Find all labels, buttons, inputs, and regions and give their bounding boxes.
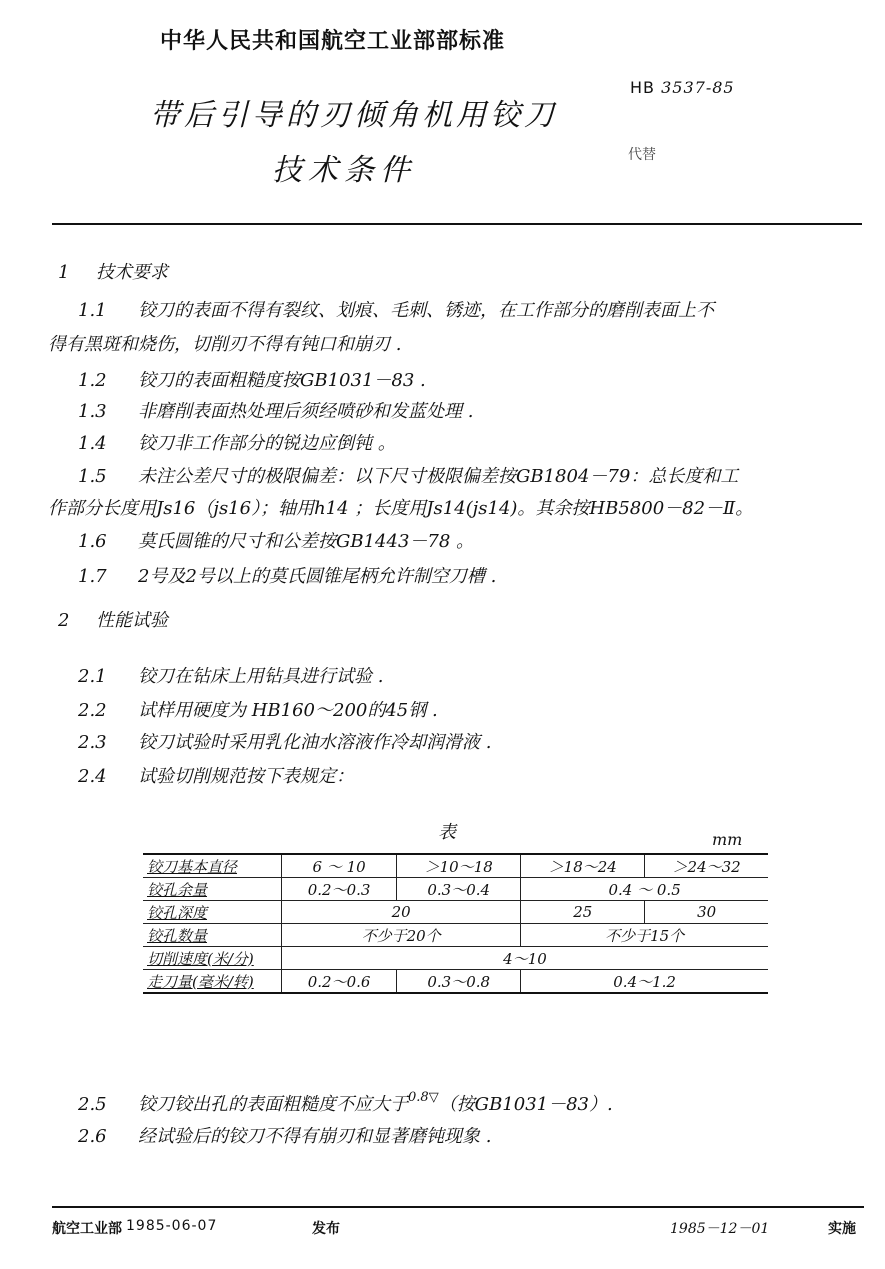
table-unit: mm (712, 830, 743, 849)
table-cell: 不少于15个 (521, 924, 768, 947)
table-row (143, 970, 768, 994)
table-cell: 0.3～0.8 (397, 970, 521, 994)
item-1-5: 1.5 未注公差尺寸的极限偏差：以下尺寸极限偏差按GB1804－79：总长度和工 (78, 466, 739, 487)
item-2-5: 2.5 铰刀铰出孔的表面粗糙度不应大于0.8▽（按GB1031－83）. (78, 1090, 613, 1115)
row-header: 切削速度(米/分) (143, 947, 282, 970)
table-cell: 20 (282, 901, 521, 924)
table-cell: ＞18～24 (521, 854, 645, 878)
row-header: 铰孔深度 (143, 901, 282, 924)
surface-roughness-symbol-icon: 0.8▽ (408, 1090, 439, 1105)
table-cell: 不少于20个 (282, 924, 521, 947)
item-1-1: 1.1 铰刀的表面不得有裂纹、划痕、毛刺、锈迹，在工作部分的磨削表面上不 (78, 300, 714, 321)
footer-divider (52, 1206, 864, 1208)
table-row (143, 947, 768, 970)
table-cell: 6 ～ 10 (282, 854, 397, 878)
footer-effective-date: 1985－12－01 (670, 1221, 770, 1237)
table-cell: 30 (645, 901, 768, 924)
footer-issue-date: 1985-06-07 (126, 1218, 218, 1234)
table-cell: 0.2～0.6 (282, 970, 397, 994)
row-header: 铰孔数量 (143, 924, 282, 947)
table-cell: 0.2～0.3 (282, 878, 397, 901)
row-header: 走刀量(毫米/转) (143, 970, 282, 994)
table-cell: 0.3～0.4 (397, 878, 521, 901)
replaces-label: 代替 (628, 147, 656, 163)
standard-number (630, 78, 735, 97)
item-1-6: 1.6 莫氏圆锥的尺寸和公差按GB1443－78 。 (78, 531, 475, 552)
table-cell: 25 (521, 901, 645, 924)
table-cell: 4～10 (282, 947, 769, 970)
section-1-heading: 1 技术要求 (58, 262, 168, 283)
item-2-3: 2.3 铰刀试验时采用乳化油水溶液作冷却润滑液 . (78, 732, 492, 753)
table-row (143, 924, 768, 947)
standard-code: 3537-85 (661, 78, 735, 97)
section-2-heading: 2 性能试验 (58, 610, 168, 631)
item-2-6: 2.6 经试验后的铰刀不得有崩刃和显著磨钝现象 . (78, 1126, 492, 1147)
standard-prefix: HB (630, 78, 656, 97)
footer-issued-label: 发布 (312, 1221, 340, 1237)
table-cell: 0.4～1.2 (521, 970, 768, 994)
item-1-1-continuation: 得有黑斑和烧伤，切削刃不得有钝口和崩刃 . (48, 334, 402, 355)
item-2-4: 2.4 试验切削规范按下表规定： (78, 766, 354, 787)
row-header: 铰刀基本直径 (143, 854, 282, 878)
table-row (143, 878, 768, 901)
header-divider (52, 223, 862, 225)
footer-issuer: 航空工业部 (52, 1221, 122, 1237)
cutting-spec-table (143, 853, 768, 994)
table-row (143, 901, 768, 924)
table-row (143, 854, 768, 878)
item-1-4: 1.4 铰刀非工作部分的锐边应倒钝 。 (78, 433, 396, 454)
item-1-7: 1.7 2号及2号以上的莫氏圆锥尾柄允许制空刀槽 . (78, 566, 497, 587)
item-2-2: 2.2 试样用硬度为 HB160～200的45钢 . (78, 700, 438, 721)
footer-effective-label: 实施 (828, 1221, 856, 1237)
row-header: 铰孔余量 (143, 878, 282, 901)
standard-organization: 中华人民共和国航空工业部部标准 (160, 29, 506, 54)
table-cell: 0.4 ～ 0.5 (521, 878, 768, 901)
table-cell: ＞24～32 (645, 854, 768, 878)
item-1-3: 1.3 非磨削表面热处理后须经喷砂和发蓝处理 . (78, 401, 474, 422)
item-2-1: 2.1 铰刀在钻床上用钻具进行试验 . (78, 666, 384, 687)
document-title-line1: 带后引导的刃倾角机用铰刀 (150, 98, 558, 133)
item-1-5-continuation: 作部分长度用Js16（js16）；轴用h14 ；长度用Js14(js14)。其余按HB5800－82－Ⅱ。 (48, 498, 754, 519)
table-caption: 表 (438, 822, 456, 843)
item-1-2: 1.2 铰刀的表面粗糙度按GB1031－83 . (78, 370, 426, 391)
table-cell: ＞10～18 (397, 854, 521, 878)
document-title-line2: 技术条件 (272, 153, 416, 188)
